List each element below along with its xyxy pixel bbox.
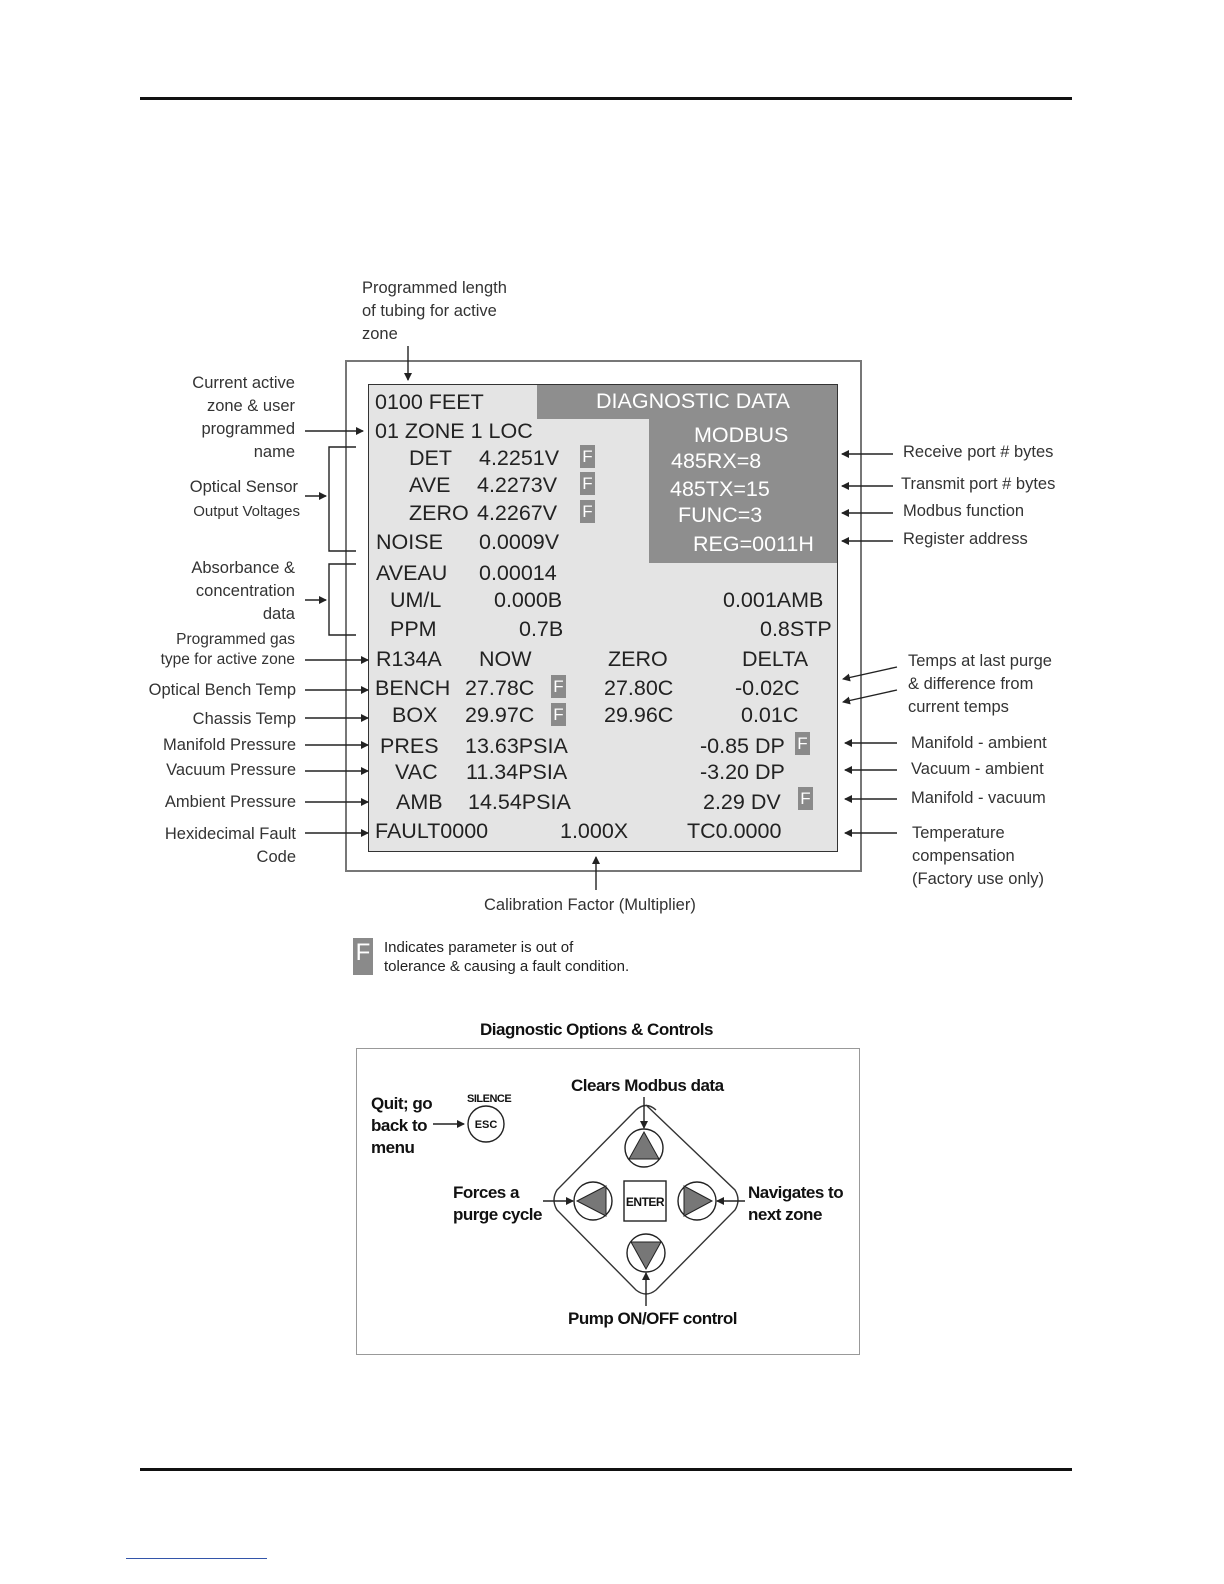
amb-dv: 2.29 DV: [703, 790, 781, 814]
callout-tubing-length: Programmed length of tubing for active zone: [362, 279, 507, 343]
det-label: DET: [409, 446, 452, 470]
bracket-absorbance: [329, 564, 356, 635]
aveau-value: 0.00014: [479, 561, 557, 585]
noise-label: NOISE: [376, 530, 443, 554]
ppm-label: PPM: [390, 617, 437, 641]
screen-title: DIAGNOSTIC DATA: [596, 389, 790, 413]
clears-modbus-label: Clears Modbus data: [571, 1076, 724, 1095]
fault-flag: F: [580, 472, 595, 495]
box-label: BOX: [392, 703, 438, 727]
bench-delta: -0.02C: [735, 676, 800, 700]
ppm-value: 0.7B: [519, 617, 564, 641]
callout-absorbance: Absorbance & concentration data: [191, 559, 295, 623]
zero-label: ZERO: [409, 501, 469, 525]
box-delta: 0.01C: [741, 703, 799, 727]
callout-modbus-function: Modbus function: [903, 502, 1025, 520]
screen-feet: 0100 FEET: [375, 390, 484, 414]
zero-value: 4.2267V: [477, 501, 558, 525]
callout-receive-port: Receive port # bytes: [903, 443, 1054, 461]
callout-temp-compensation: Temperature compensation (Factory use only): [912, 824, 1045, 888]
navigates-label: Navigates to next zone: [748, 1183, 844, 1224]
quit-label: Quit; go back to menu: [371, 1094, 433, 1157]
fault-flag: F: [798, 787, 813, 810]
vac-label: VAC: [395, 760, 438, 784]
left-button[interactable]: [574, 1182, 612, 1220]
bracket-optical-sensor: [329, 447, 356, 551]
arrow-temps-1: [843, 667, 897, 679]
ave-label: AVE: [409, 473, 451, 497]
callout-chassis-temp: Chassis Temp: [192, 710, 296, 728]
vac-value: 11.34PSIA: [466, 760, 568, 784]
callout-optical-sensor: Optical Sensor: [189, 478, 298, 496]
legend-flag: F: [353, 938, 373, 975]
col-now: NOW: [479, 647, 532, 671]
silence-label: SILENCE: [467, 1093, 512, 1105]
callout-ambient-pressure: Ambient Pressure: [164, 793, 296, 811]
aveau-label: AVEAU: [376, 561, 448, 585]
esc-label: ESC: [474, 1119, 498, 1131]
fault-flag: F: [580, 500, 595, 523]
modbus-reg: REG=0011H: [693, 532, 814, 556]
col-delta: DELTA: [742, 647, 809, 671]
box-now: 29.97C: [465, 703, 535, 727]
modbus-rx: 485RX=8: [671, 449, 762, 473]
calibration-factor: 1.000X: [560, 819, 629, 843]
uml-amb: 0.001AMB: [723, 588, 824, 612]
amb-label: AMB: [396, 790, 443, 814]
fault-flag: F: [551, 703, 566, 726]
col-zero: ZERO: [608, 647, 668, 671]
callout-current-zone: Current active zone & user programmed name: [192, 374, 295, 461]
callout-manifold-pressure: Manifold Pressure: [163, 736, 296, 754]
enter-label: ENTER: [625, 1195, 665, 1209]
modbus-title: MODBUS: [694, 423, 789, 447]
bench-zero: 27.80C: [604, 676, 674, 700]
callout-bench-temp: Optical Bench Temp: [148, 681, 296, 699]
uml-value: 0.000B: [494, 588, 563, 612]
fault-flag: F: [580, 445, 595, 468]
box-zero: 29.96C: [604, 703, 674, 727]
callout-register-address: Register address: [903, 530, 1028, 548]
callout-gas-type: Programmed gas type for active zone: [160, 631, 295, 668]
callout-output-voltages: Output Voltages: [193, 503, 300, 520]
callout-vacuum-pressure: Vacuum Pressure: [166, 761, 296, 779]
callout-manifold-vacuum: Manifold - vacuum: [911, 789, 1046, 807]
pres-label: PRES: [380, 734, 439, 758]
callout-vacuum-ambient: Vacuum - ambient: [911, 760, 1044, 778]
uml-label: UM/L: [390, 588, 442, 612]
modbus-func: FUNC=3: [678, 503, 763, 527]
callout-transmit-port: Transmit port # bytes: [901, 475, 1056, 493]
up-button[interactable]: [625, 1129, 663, 1167]
bench-label: BENCH: [375, 676, 451, 700]
pres-dp: -0.85 DP: [700, 734, 785, 758]
down-button[interactable]: [627, 1234, 665, 1272]
noise-value: 0.0009V: [479, 530, 560, 554]
pres-value: 13.63PSIA: [465, 734, 568, 758]
legend-text: Indicates parameter is out of tolerance & causing a fault condition.: [384, 939, 630, 975]
fault-flag: F: [551, 675, 566, 698]
pump-control-label: Pump ON/OFF control: [568, 1309, 737, 1328]
callout-temps-last-purge: Temps at last purge & difference from current temps: [908, 652, 1052, 716]
vac-dp: -3.20 DP: [700, 760, 785, 784]
callout-calibration-factor: Calibration Factor (Multiplier): [484, 896, 696, 914]
arrow-temps-2: [843, 690, 897, 702]
callout-fault-code: Hexidecimal Fault Code: [164, 825, 296, 866]
fault-flag: F: [795, 732, 810, 755]
right-button[interactable]: [678, 1182, 716, 1220]
ppm-stp: 0.8STP: [760, 617, 832, 641]
temp-compensation: TC0.0000: [687, 819, 782, 843]
ave-value: 4.2273V: [477, 473, 558, 497]
det-value: 4.2251V: [479, 446, 560, 470]
bench-now: 27.78C: [465, 676, 535, 700]
modbus-tx: 485TX=15: [670, 477, 770, 501]
screen-zone: 01 ZONE 1 LOC: [375, 419, 533, 443]
amb-value: 14.54PSIA: [468, 790, 571, 814]
fault-code: FAULT0000: [375, 819, 489, 843]
gas-label: R134A: [376, 647, 442, 671]
forces-purge-label: Forces a purge cycle: [453, 1183, 542, 1224]
callout-manifold-ambient: Manifold - ambient: [911, 734, 1047, 752]
controls-title: Diagnostic Options & Controls: [480, 1020, 713, 1039]
